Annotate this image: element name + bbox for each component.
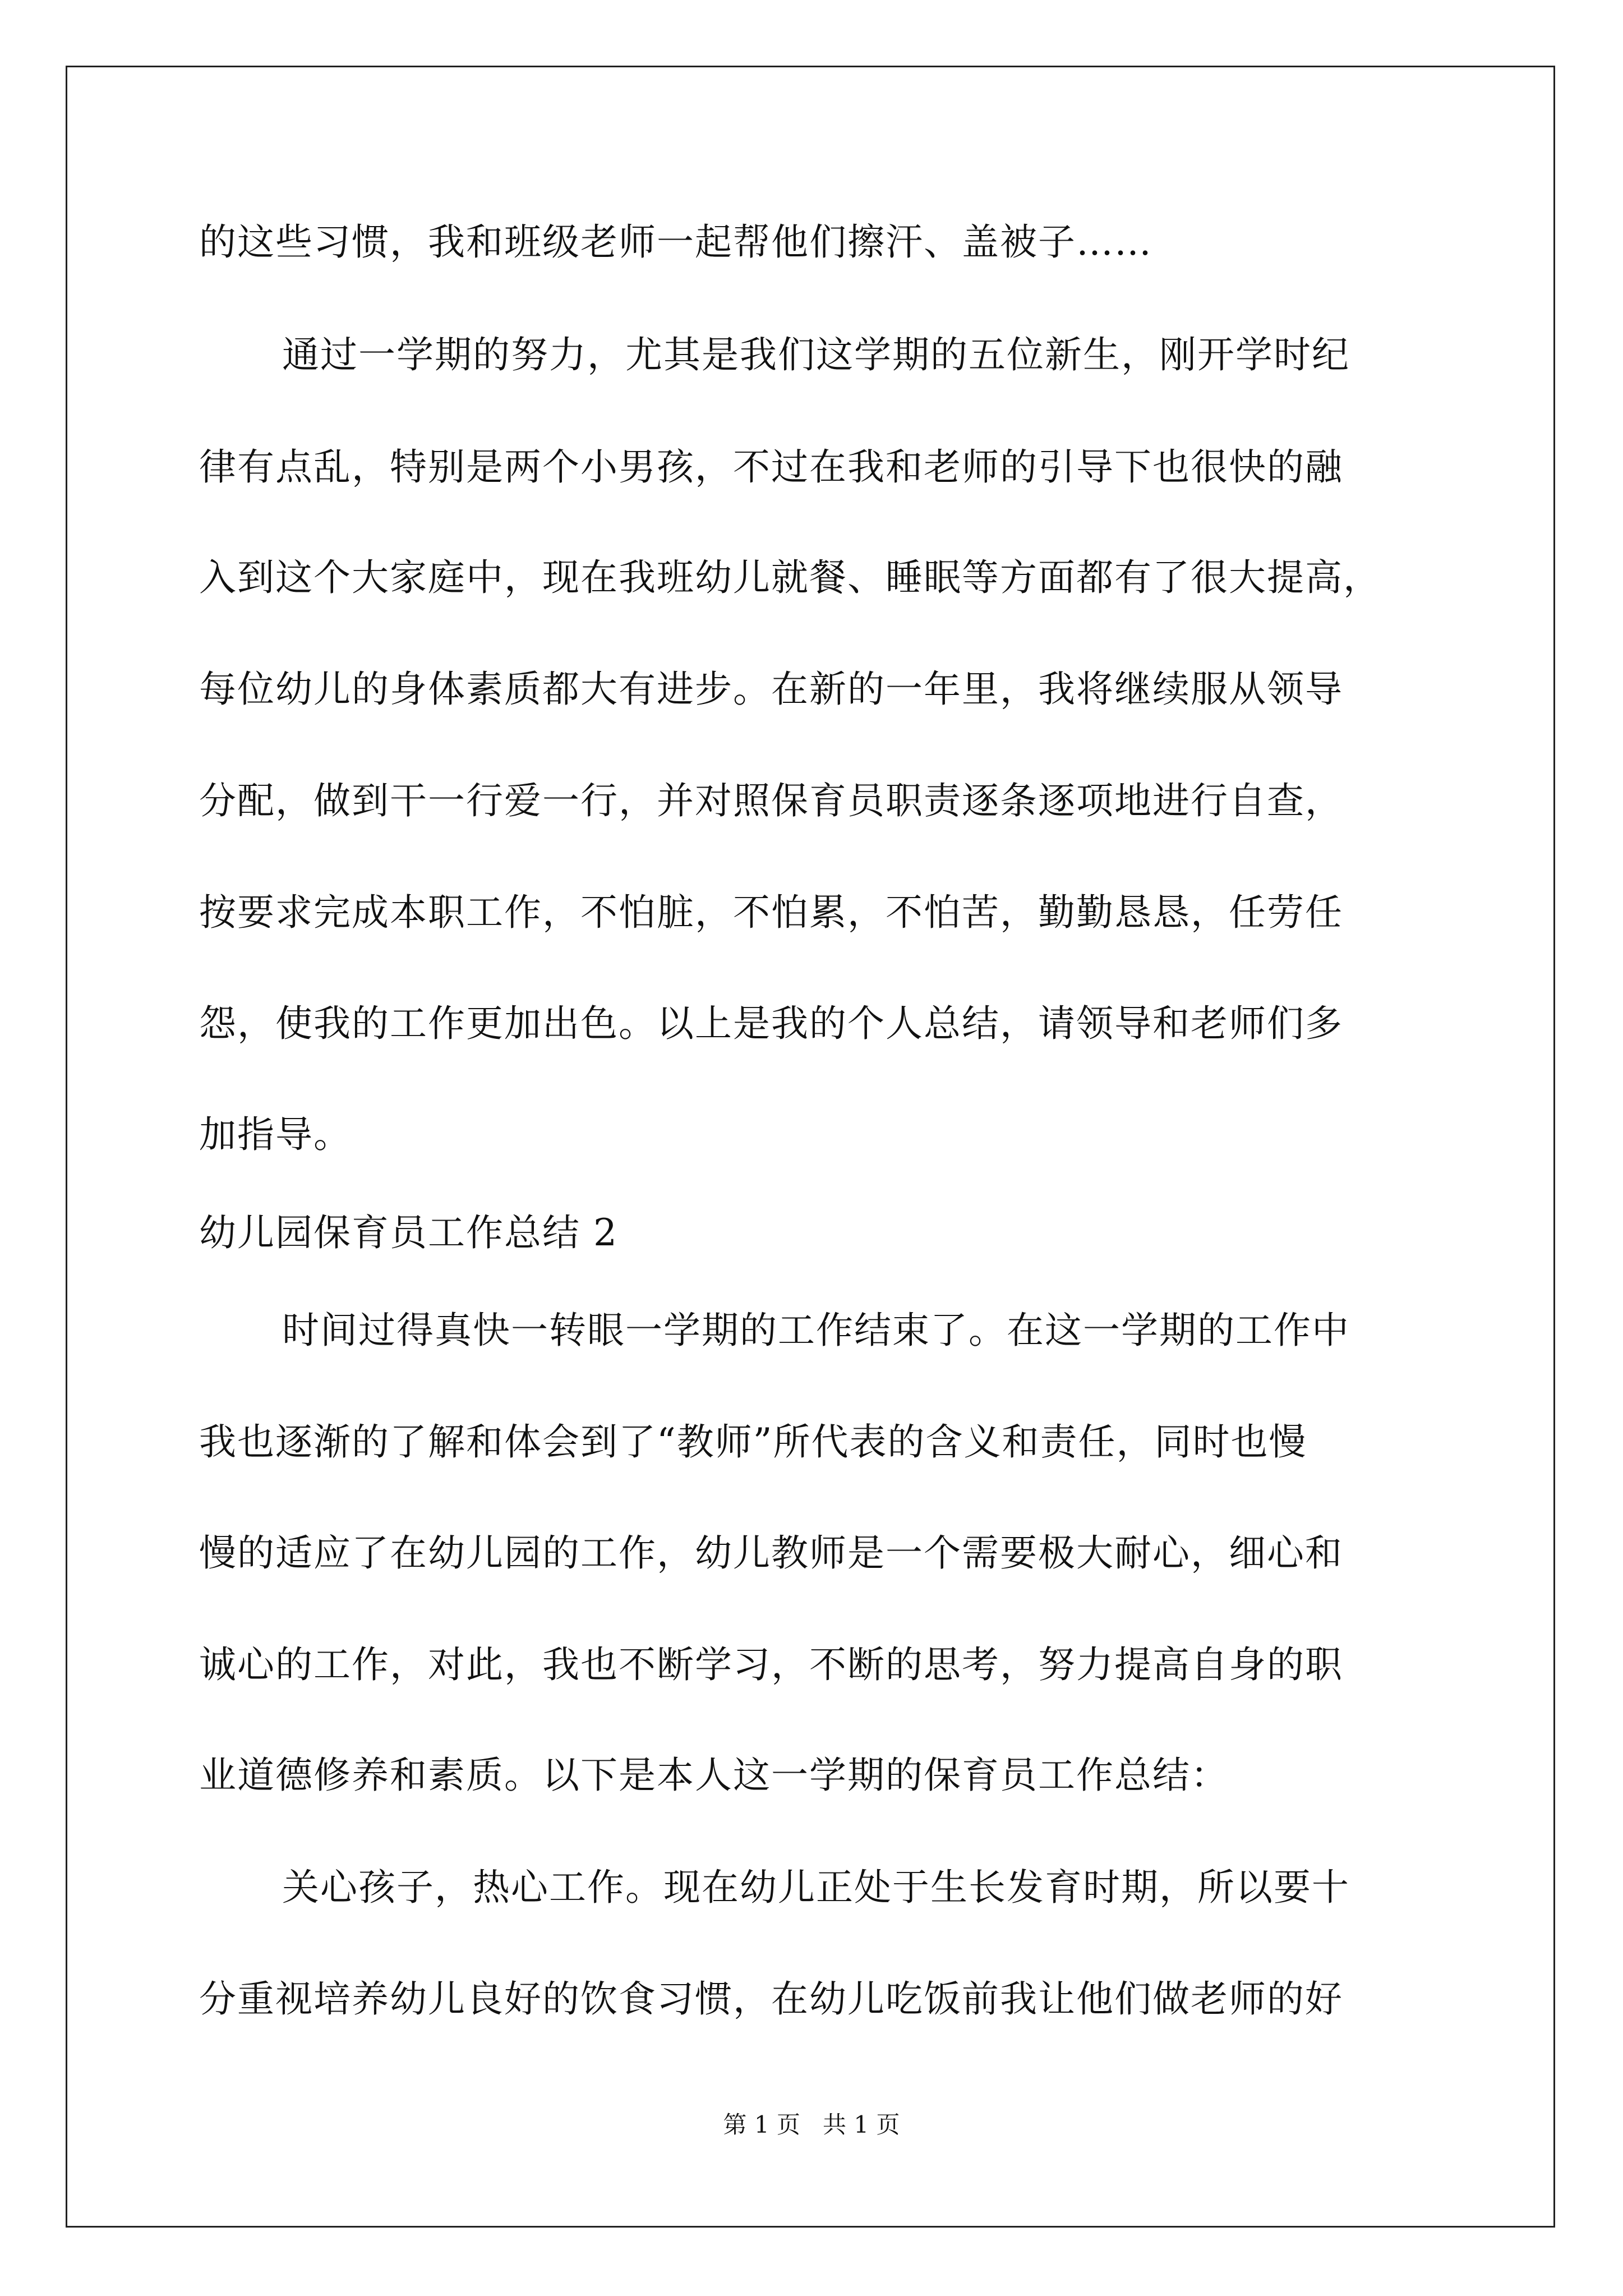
- body-line-1: 的这些习惯，我和班级老师一起帮他们擦汗、盖被子……: [199, 220, 1152, 264]
- body-line-6: 分配，做到干一行爱一行，并对照保育员职责逐条逐项地进行自查，: [199, 779, 1343, 822]
- body-line-7: 按要求完成本职工作，不怕脏，不怕累，不怕苦，勤勤恳恳，任劳任: [199, 891, 1343, 934]
- section-heading: 幼儿园保育员工作总结 2: [199, 1211, 618, 1254]
- body-line-16: 关心孩子，热心工作。现在幼儿正处于生长发育时期，所以要十: [282, 1866, 1350, 1909]
- body-line-3: 律有点乱，特别是两个小男孩，不过在我和老师的引导下也很快的融: [199, 445, 1343, 489]
- body-line-14: 诚心的工作，对此，我也不断学习，不断的思考，努力提高自身的职: [199, 1643, 1343, 1686]
- body-line-5: 每位幼儿的身体素质都大有进步。在新的一年里，我将继续服从领导: [199, 668, 1343, 711]
- body-line-2: 通过一学期的努力，尤其是我们这学期的五位新生，刚开学时纪: [282, 333, 1350, 376]
- body-line-4: 入到这个大家庭中，现在我班幼儿就餐、睡眠等方面都有了很大提高，: [199, 556, 1381, 599]
- body-line-15: 业道德修养和素质。以下是本人这一学期的保育员工作总结：: [199, 1754, 1229, 1797]
- body-line-12: 我也逐渐的了解和体会到了“教师”所代表的含义和责任，同时也慢: [199, 1420, 1307, 1464]
- body-line-9: 加指导。: [199, 1113, 352, 1156]
- page-footer: 第 1 页 共 1 页: [723, 2111, 900, 2138]
- body-line-8: 怨，使我的工作更加出色。以上是我的个人总结，请领导和老师们多: [199, 1002, 1343, 1045]
- body-line-13: 慢的适应了在幼儿园的工作，幼儿教师是一个需要极大耐心，细心和: [199, 1531, 1343, 1575]
- body-line-11: 时间过得真快一转眼一学期的工作结束了。在这一学期的工作中: [282, 1309, 1350, 1352]
- body-line-17: 分重视培养幼儿良好的饮食习惯，在幼儿吃饭前我让他们做老师的好: [199, 1977, 1343, 2021]
